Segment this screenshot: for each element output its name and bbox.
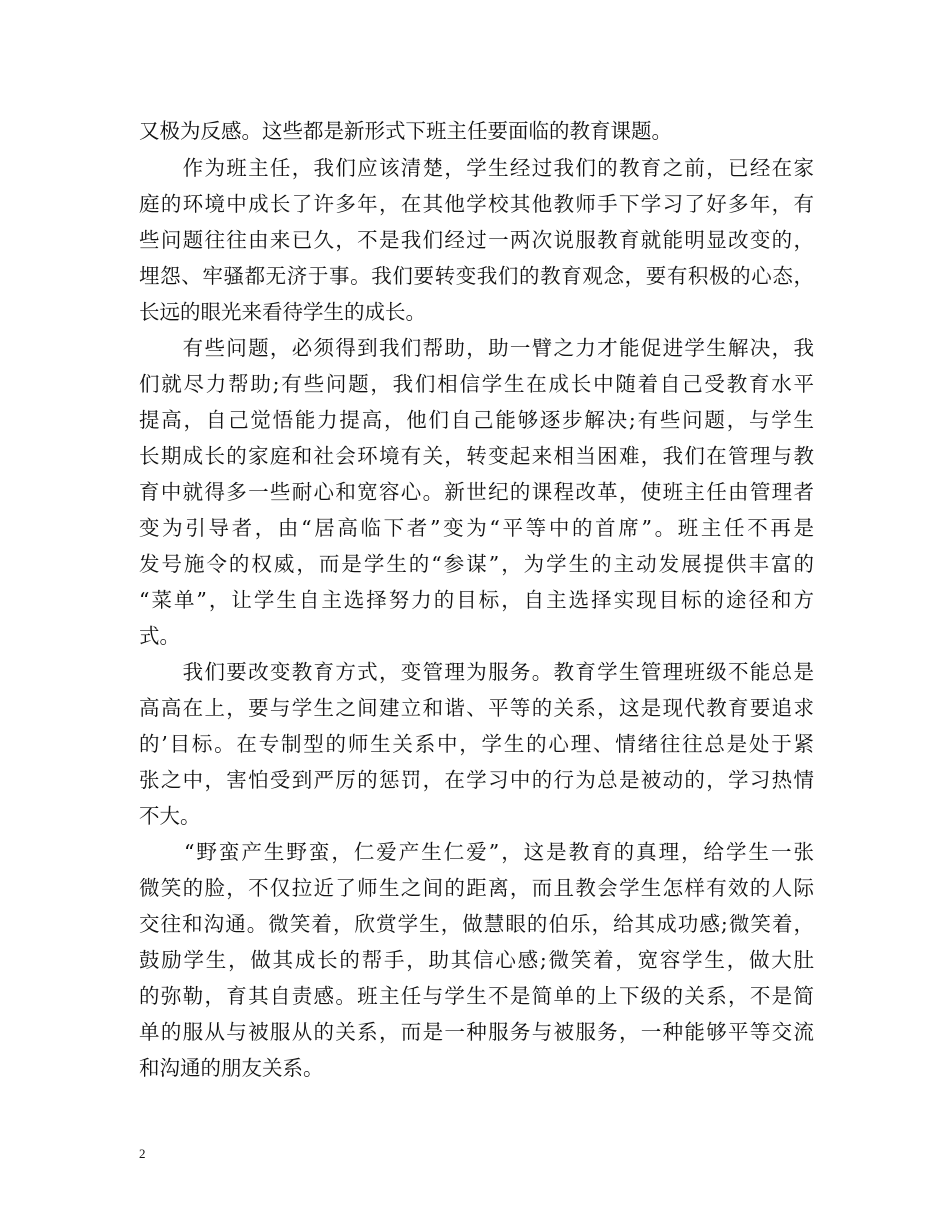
text-line: 我们要改变教育方式，变管理为服务。教育学生管理班级不能总是 — [139, 660, 814, 684]
text-line: 不大。 — [139, 804, 201, 828]
text-line: 育中就得多一些耐心和宽容心。新世纪的课程改革，使班主任由管理者 — [139, 480, 814, 504]
text-line: “菜单”，让学生自主选择努力的目标，自主选择实现目标的途径和方 — [139, 588, 814, 612]
text-line: 交往和沟通。微笑着，欣赏学生，做慧眼的伯乐，给其成功感;微笑着， — [139, 912, 814, 936]
text-line: 张之中，害怕受到严厉的惩罚，在学习中的行为总是被动的，学习热情 — [139, 768, 814, 792]
text-line: 微笑的脸，不仅拉近了师生之间的距离，而且教会学生怎样有效的人际 — [139, 876, 814, 900]
text-line: 式。 — [139, 624, 180, 648]
text-line: 们就尽力帮助;有些问题，我们相信学生在成长中随着自己受教育水平 — [139, 372, 814, 396]
text-line: 有些问题，必须得到我们帮助，助一臂之力才能促进学生解决，我 — [139, 336, 814, 360]
text-line: 些问题往往由来已久，不是我们经过一两次说服教育就能明显改变的， — [139, 228, 814, 252]
text-line: “野蛮产生野蛮，仁爱产生仁爱”，这是教育的真理，给学生一张 — [139, 840, 814, 864]
text-line: 又极为反感。这些都是新形式下班主任要面临的教育课题。 — [139, 119, 672, 143]
text-line: 作为班主任，我们应该清楚，学生经过我们的教育之前，已经在家 — [139, 156, 814, 180]
text-line: 单的服从与被服从的关系，而是一种服务与被服务，一种能够平等交流 — [139, 1020, 814, 1044]
text-line: 埋怨、牢骚都无济于事。我们要转变我们的教育观念，要有积极的心态， — [139, 264, 814, 288]
text-line: 长远的眼光来看待学生的成长。 — [139, 300, 426, 324]
text-line: 庭的环境中成长了许多年，在其他学校其他教师手下学习了好多年，有 — [139, 192, 814, 216]
text-line: 的’目标。在专制型的师生关系中，学生的心理、情绪往往总是处于紧 — [139, 732, 814, 756]
page-number: 2 — [139, 1146, 146, 1161]
text-line: 高高在上，要与学生之间建立和谐、平等的关系，这是现代教育要追求 — [139, 696, 814, 720]
text-line: 提高，自己觉悟能力提高，他们自己能够逐步解决;有些问题，与学生 — [139, 408, 814, 432]
text-line: 发号施令的权威，而是学生的“参谋”，为学生的主动发展提供丰富的 — [139, 552, 814, 576]
text-line: 变为引导者，由“居高临下者”变为“平等中的首席”。班主任不再是 — [139, 516, 814, 540]
text-line: 和沟通的朋友关系。 — [139, 1056, 324, 1080]
text-line: 长期成长的家庭和社会环境有关，转变起来相当困难，我们在管理与教 — [139, 444, 814, 468]
text-line: 鼓励学生，做其成长的帮手，助其信心感;微笑着，宽容学生，做大肚 — [139, 948, 814, 972]
text-line: 的弥勒，育其自责感。班主任与学生不是简单的上下级的关系，不是简 — [139, 984, 814, 1008]
